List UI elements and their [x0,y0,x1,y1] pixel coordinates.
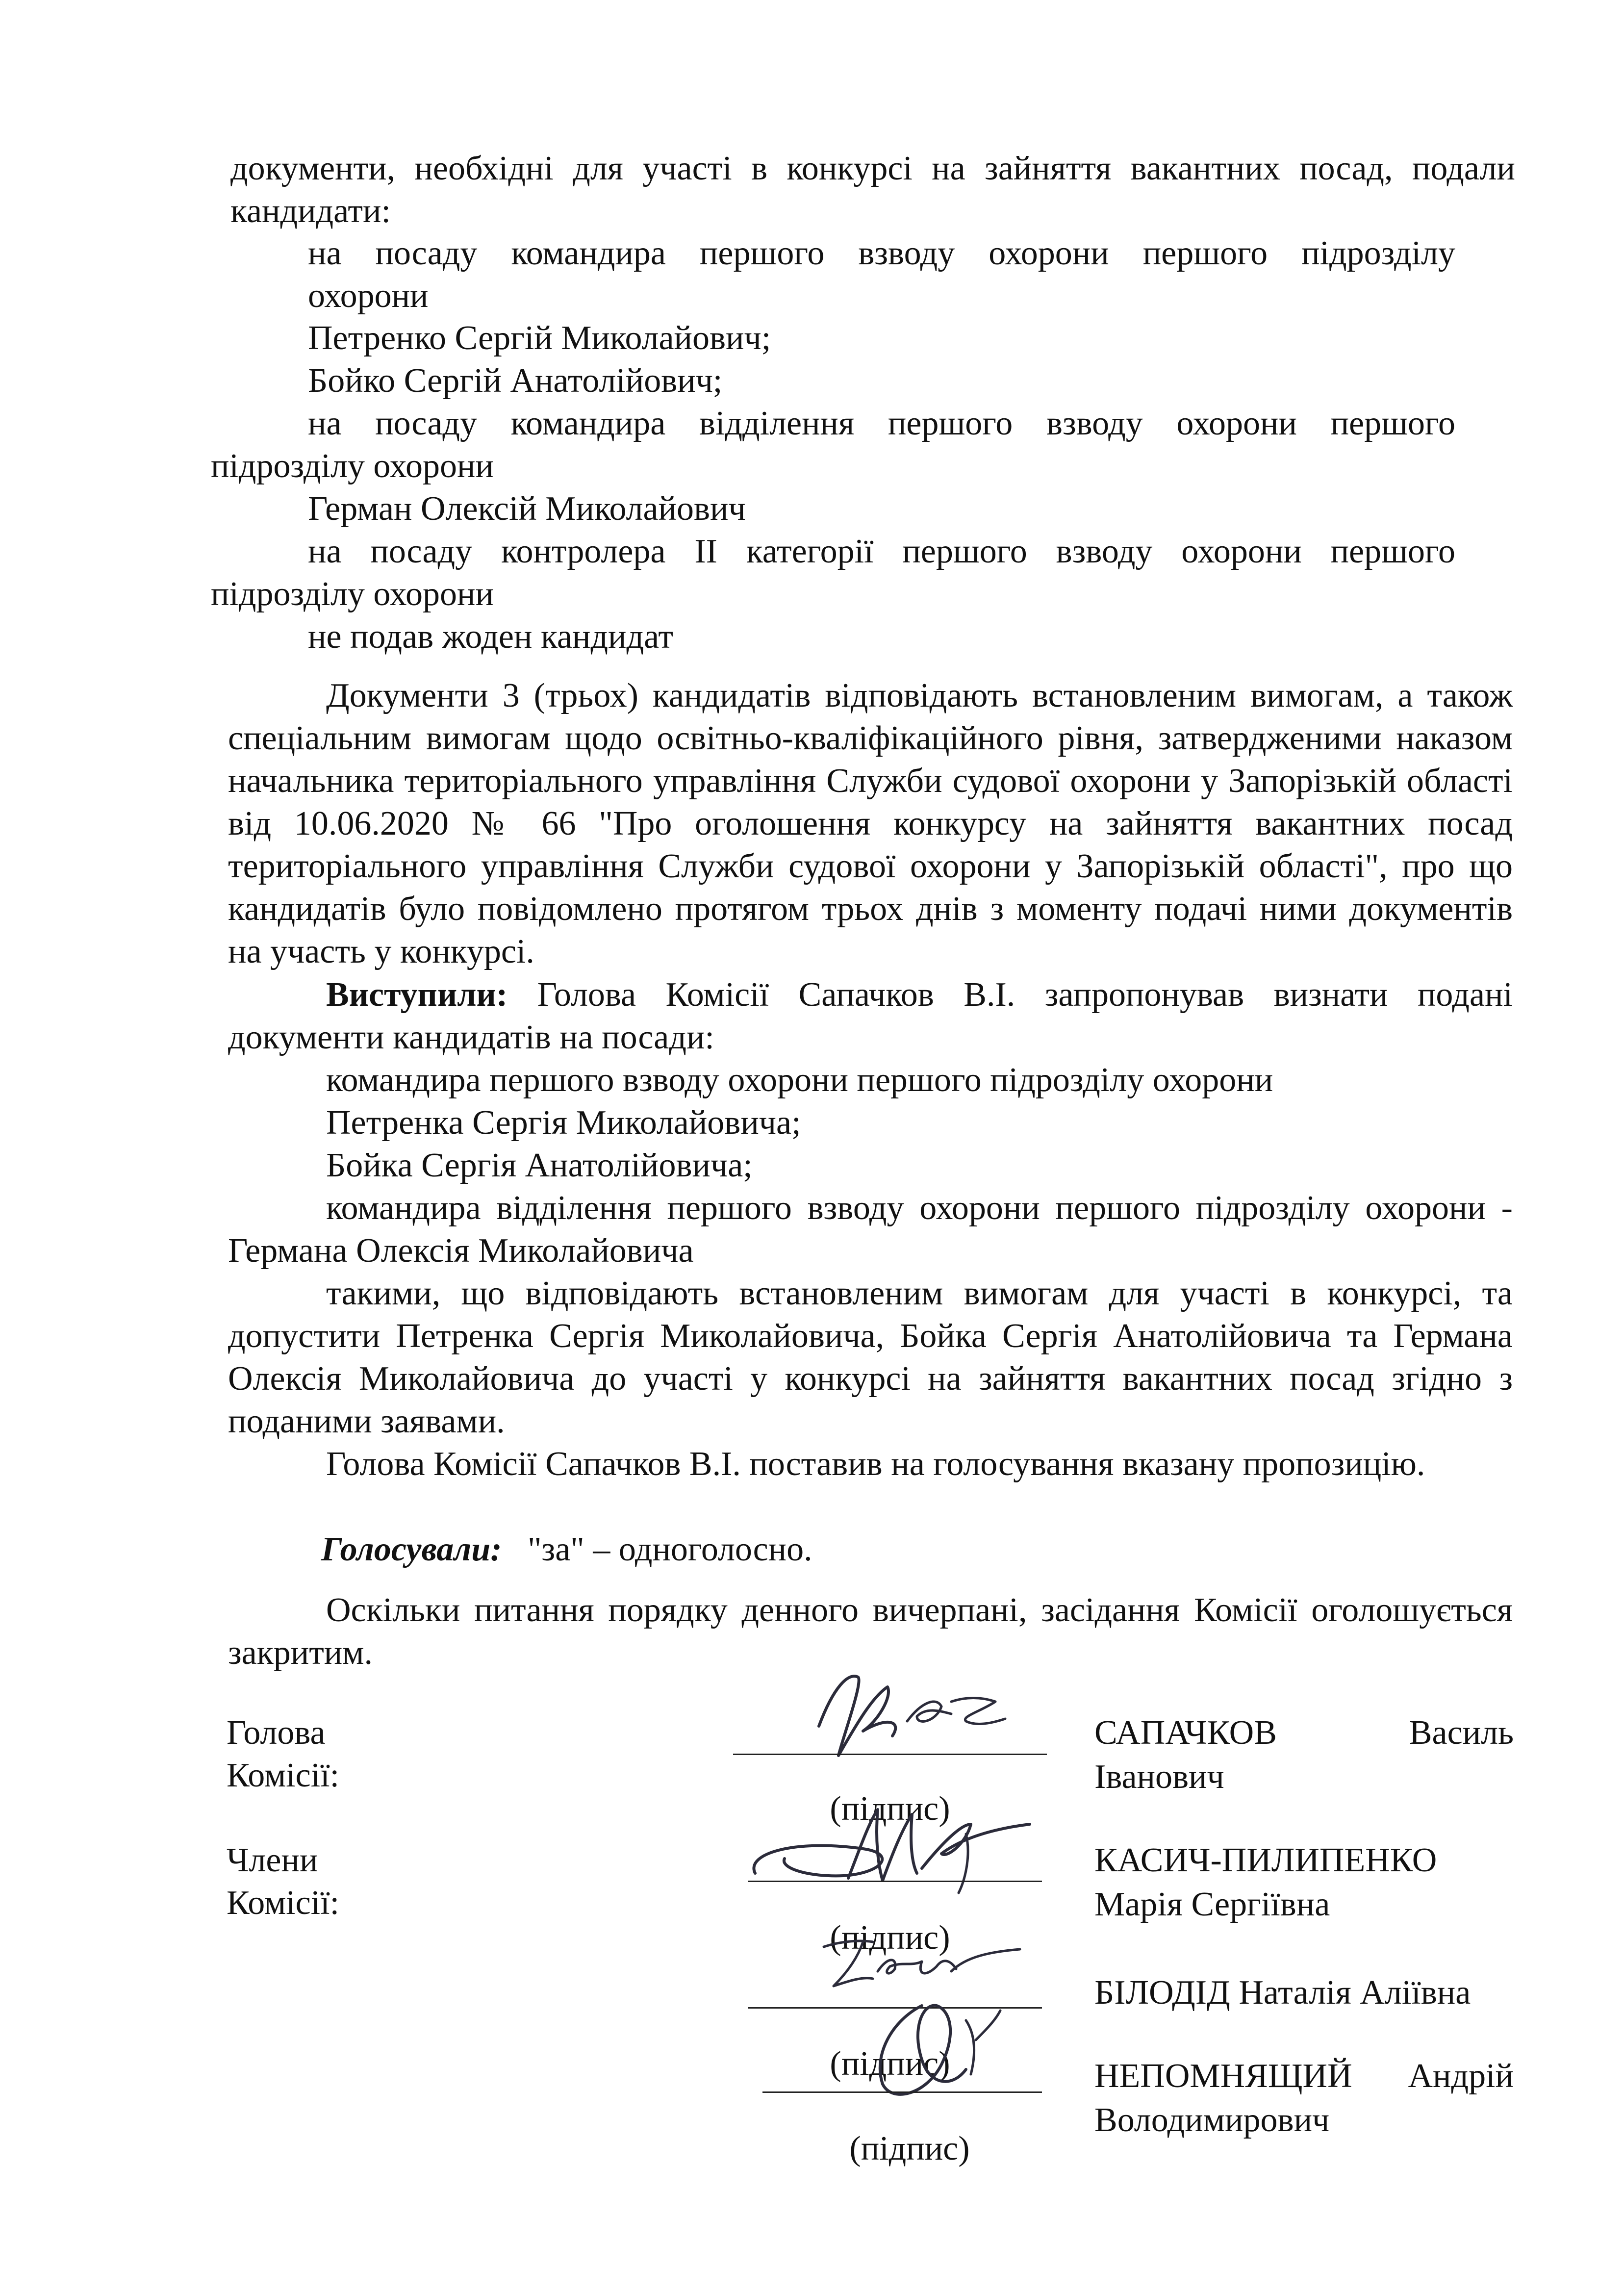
chair-role-line1: Голова [227,1714,326,1752]
chair-surname: САПАЧКОВ [1094,1714,1277,1752]
members-role-line2: Комісії: [227,1884,340,1922]
paragraph-position-2-line2: підрозділу охорони [211,447,494,485]
spoke-text: Голова Комісії Сапачков В.І. запропонував визнати подані документи кандидатів на посади: [228,976,1513,1056]
paragraph-admit-decision: такими, що відповідають встановленим вимогам для участі в конкурсі, та допустити Петренка Сергія Миколайовича, Бойка Сергія Анатолійовича та Германа Олексія Миколайовича до участі у конкурсі на зайняття вакантних посад згідно з поданими заявами. [228,1274,1513,1440]
member-3-signature-caption: (підпис) [849,2130,970,2167]
chair-signature-line [733,1754,1047,1755]
candidate-boiko: Бойко Сергій Анатолійович; [308,362,723,400]
paragraph-documents-submitted: документи, необхідні для участі в конкурсі на зайняття вакантних посад, подали кандидати: [230,150,1515,230]
chair-first-name: Василь [1409,1714,1514,1752]
paragraph-position-3-line2: підрозділу охорони [211,575,494,613]
position-commander-platoon: командира першого взводу охорони першого підрозділу охорони [326,1061,1273,1099]
paragraph-spoke [228,973,1513,1059]
paragraph-vote-call: Голова Комісії Сапачков В.І. поставив на голосування вказану пропозицію. [326,1445,1425,1483]
admitted-petrenko: Петренка Сергія Миколайовича; [326,1104,801,1142]
member-1-signature-image [736,1795,1049,1898]
member-2-signature-caption: (підпис) [830,2045,950,2083]
chair-signature-caption: (підпис) [830,1790,950,1828]
chair-name-line1 [1094,1711,1514,1754]
paragraph-position-3-line1: на посаду контролера ІІ категорії першого взводу охорони першого [308,533,1455,570]
voted-label: Голосували: [321,1530,502,1568]
paragraph-meeting-closed: Оскільки питання порядку денного вичерпані, засідання Комісії оголошується закритим. [228,1591,1513,1672]
spoke-label: Виступили: [326,976,508,1014]
member-2-full-name: БІЛОДІД Наталія Аліївна [1094,1974,1471,2012]
paragraph-position-1-line1: на посаду командира першого взводу охорони першого підрозділу [308,234,1455,272]
chair-patronymic: Іванович [1094,1758,1224,1796]
paragraph-position-2-line1: на посаду командира відділення першого взводу охорони першого [308,405,1455,442]
chair-signature-image [804,1667,1020,1760]
chair-role-line2: Комісії: [227,1757,340,1794]
member-3-patronymic: Володимирович [1094,2101,1330,2139]
voted-text: "за" – одноголосно. [527,1530,812,1568]
members-role-line1: Члени [227,1841,318,1879]
member-3-signature-image [853,1991,1015,2104]
candidate-herman: Герман Олексій Миколайович [308,490,746,528]
paragraph-documents-meet-requirements: Документи 3 (трьох) кандидатів відповідають встановленим вимогам, а також спеціальним вимогам щодо освітньо-кваліфікаційного рівня, затвердженими наказом начальника територіального управління Служби судової охорони у Запорізькій області від 10.06.2020 № 66 "Про оголошення конкурсу на зайняття вакантних посад територіального управління Служби судової охорони у Запорізькій області", про що кандидатів було повідомлено протягом трьох днів з моменту подачі ними документів на участь у конкурсі. [228,677,1513,970]
candidate-petrenko: Петренко Сергій Миколайович; [308,319,771,357]
member-1-name: Марія Сергіївна [1094,1886,1330,1923]
paragraph-position-1-line2: охорони [308,277,429,315]
no-candidate-note: не подав жоден кандидат [308,618,673,656]
member-1-signature-caption: (підпис) [830,1919,950,1957]
member-3-surname: НЕПОМНЯЩИЙ [1094,2057,1352,2095]
member-3-signature-line [762,2091,1042,2093]
member-3-first-name: Андрій [1408,2057,1514,2095]
member-2-signature-image [804,1927,1030,2001]
paragraph-voted [321,1528,812,1571]
admitted-herman: командира відділення першого взводу охорони першого підрозділу охорони - Германа Олексія Миколайовича [228,1189,1513,1270]
admitted-boiko: Бойка Сергія Анатолійовича; [326,1147,753,1184]
member-1-signature-line [748,1881,1042,1882]
member-1-surname: КАСИЧ-ПИЛИПЕНКО [1094,1841,1437,1879]
member-3-name-line1 [1094,2055,1514,2097]
